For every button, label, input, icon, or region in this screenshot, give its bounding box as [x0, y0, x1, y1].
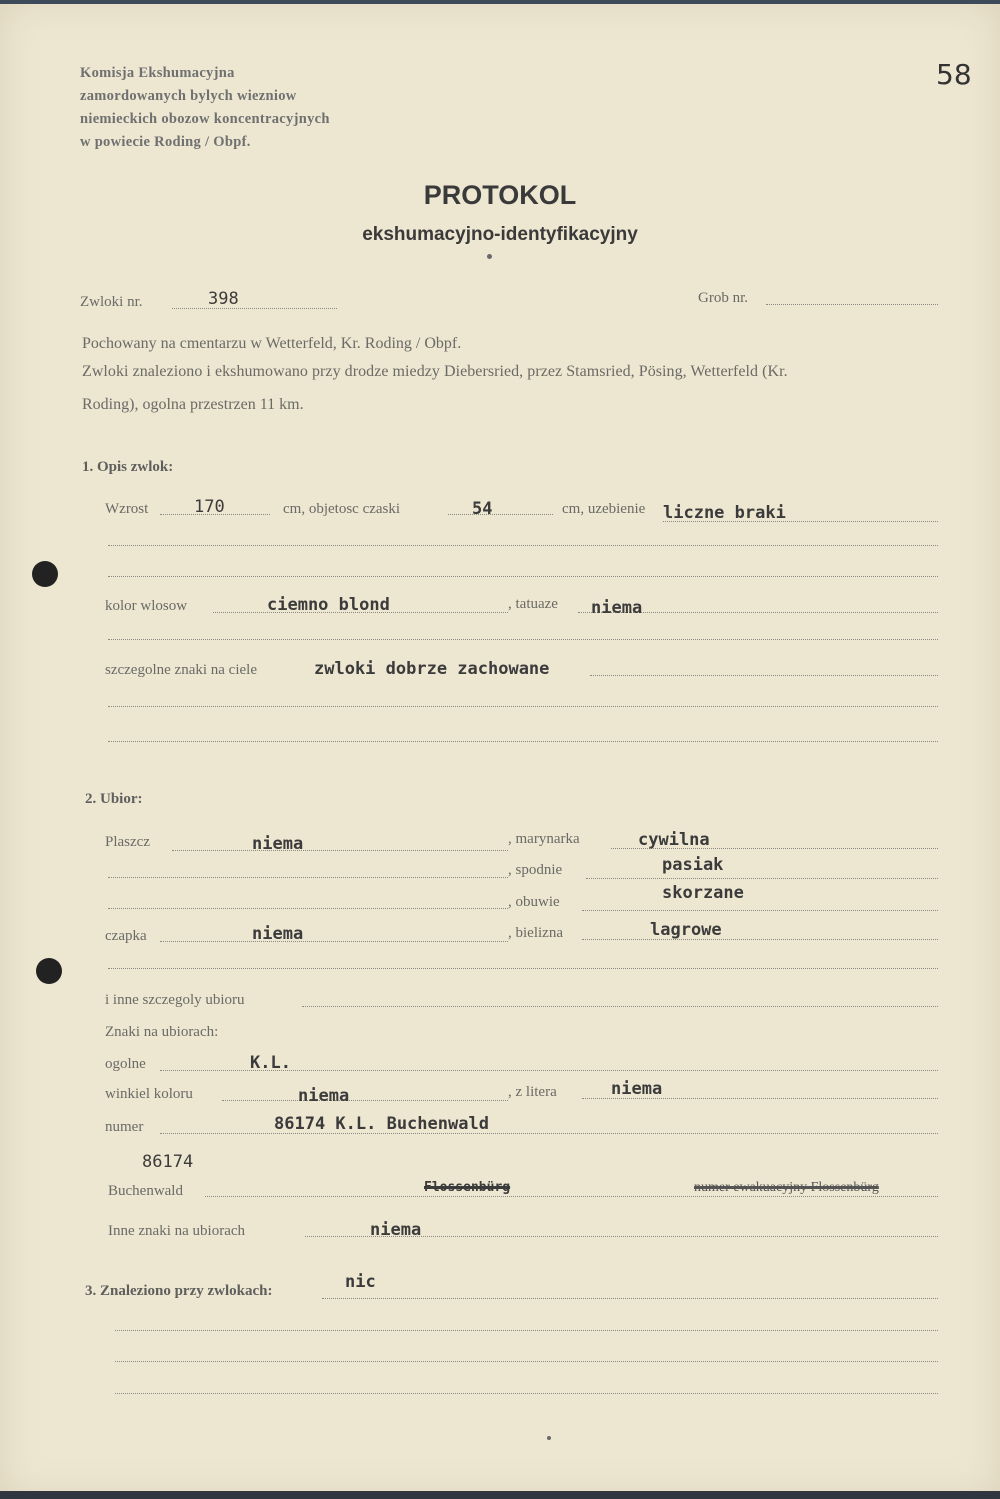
section-2-heading: 2. Ubior:: [85, 791, 143, 807]
prisoner-number-value: 86174 K.L. Buchenwald: [274, 1114, 489, 1134]
triangle-color-label: winkiel koloru: [105, 1086, 193, 1102]
hair-color-value: ciemno blond: [267, 595, 390, 615]
coat-label: Plaszcz: [105, 834, 150, 850]
body-number-value: 398: [208, 289, 239, 309]
fill-line: [108, 706, 938, 707]
triangle-color-value: niema: [298, 1086, 350, 1106]
page-number: 58: [936, 58, 972, 91]
prisoner-number-repeat: 86174: [142, 1152, 194, 1172]
hair-color-label: kolor wlosow: [105, 598, 188, 614]
jacket-value: cywilna: [638, 830, 710, 850]
body-marks-label: szczegolne znaki na ciele: [105, 662, 257, 678]
fill-line: [108, 877, 508, 878]
general-marks-value: K.L.: [250, 1053, 291, 1073]
scan-edge-bottom: [0, 1491, 1000, 1499]
other-clothing-details-label: i inne szczegoly ubioru: [105, 992, 245, 1008]
header-line-2: zamordowanych bylych wiezniow: [80, 88, 297, 104]
punch-hole: [36, 958, 62, 984]
fill-line: [108, 741, 938, 742]
fill-line: [108, 968, 938, 969]
struck-evacuation-number: numer ewakuacyjny Flossenbürg: [694, 1180, 879, 1195]
trousers-value: pasiak: [662, 855, 724, 875]
fill-line: [448, 514, 553, 515]
fill-line: [590, 675, 938, 676]
ink-dot: [547, 1436, 551, 1440]
fill-line: [172, 308, 337, 309]
tattoo-value: niema: [591, 598, 643, 618]
height-value: 170: [194, 497, 225, 517]
clothing-marks-heading: Znaki na ubiorach:: [105, 1024, 219, 1040]
document-title: PROTOKOL: [423, 180, 577, 210]
fill-line: [108, 545, 938, 546]
burial-line-2: Zwloki znaleziono i ekshumowano przy drodze miedzy Diebersried, przez Stamsried, Pösing, Wetterfeld (Kr.: [82, 363, 788, 380]
fill-line: [322, 1298, 938, 1299]
letter-value: niema: [611, 1079, 663, 1099]
letter-label: , z litera: [508, 1084, 557, 1100]
fill-line: [160, 941, 508, 942]
fill-line: [663, 521, 938, 522]
fill-line: [586, 878, 938, 879]
fill-line: [108, 576, 938, 577]
burial-line-1: Pochowany na cmentarzu w Wetterfeld, Kr. Roding / Obpf.: [82, 335, 462, 352]
fill-line: [108, 908, 508, 909]
header-line-1: Komisja Ekshumacyjna: [80, 65, 235, 81]
section-3-heading: 3. Znaleziono przy zwlokach:: [85, 1283, 273, 1299]
tattoo-label: , tatuaze: [508, 596, 558, 612]
fill-line: [172, 850, 508, 851]
general-marks-label: ogolne: [105, 1056, 146, 1072]
fill-line: [582, 910, 938, 911]
burial-line-3: Roding), ogolna przestrzen 11 km.: [82, 396, 304, 413]
punch-hole: [32, 561, 58, 587]
fill-line: [115, 1393, 938, 1394]
jacket-label: , marynarka: [508, 831, 580, 847]
cap-value: niema: [252, 924, 304, 944]
skull-label: cm, objetosc czaski: [283, 501, 401, 517]
grave-number-label: Grob nr.: [698, 290, 748, 306]
body-number-label: Zwloki nr.: [80, 294, 143, 310]
fill-line: [302, 1006, 938, 1007]
height-label: Wzrost: [105, 501, 149, 517]
trousers-label: , spodnie: [508, 862, 563, 878]
teeth-value: liczne braki: [663, 503, 786, 523]
other-clothing-marks-value: niema: [370, 1220, 422, 1240]
fill-line: [108, 639, 938, 640]
fill-line: [766, 304, 938, 305]
shoes-label: , obuwie: [508, 894, 560, 910]
commission-header: [80, 62, 330, 154]
section-3-value: nic: [345, 1272, 376, 1292]
body-marks-value: zwloki dobrze zachowane: [314, 659, 550, 679]
fill-line: [222, 1100, 508, 1101]
teeth-label: cm, uzebienie: [562, 501, 646, 517]
section-1-heading: 1. Opis zwlok:: [82, 459, 174, 475]
fill-line: [115, 1330, 938, 1331]
struck-camp-entry: Flossenbürg: [424, 1180, 511, 1195]
cap-label: czapka: [105, 928, 147, 944]
underwear-value: lagrowe: [650, 920, 722, 940]
fill-line: [582, 939, 938, 940]
scan-edge-top: [0, 0, 1000, 4]
ink-dot: [487, 254, 492, 259]
underwear-label: , bielizna: [508, 925, 563, 941]
document-subtitle: ekshumacyjno-identyfikacyjny: [362, 224, 638, 245]
fill-line: [115, 1361, 938, 1362]
camp-label: Buchenwald: [108, 1183, 183, 1199]
header-line-4: w powiecie Roding / Obpf.: [80, 134, 251, 150]
other-clothing-marks-label: Inne znaki na ubiorach: [108, 1223, 246, 1239]
shoes-value: skorzane: [662, 883, 744, 903]
fill-line: [205, 1196, 938, 1197]
coat-value: niema: [252, 834, 304, 854]
header-line-3: niemieckich obozow koncentracyjnych: [80, 111, 330, 127]
skull-value: 54: [472, 499, 493, 519]
prisoner-number-label: numer: [105, 1119, 144, 1135]
